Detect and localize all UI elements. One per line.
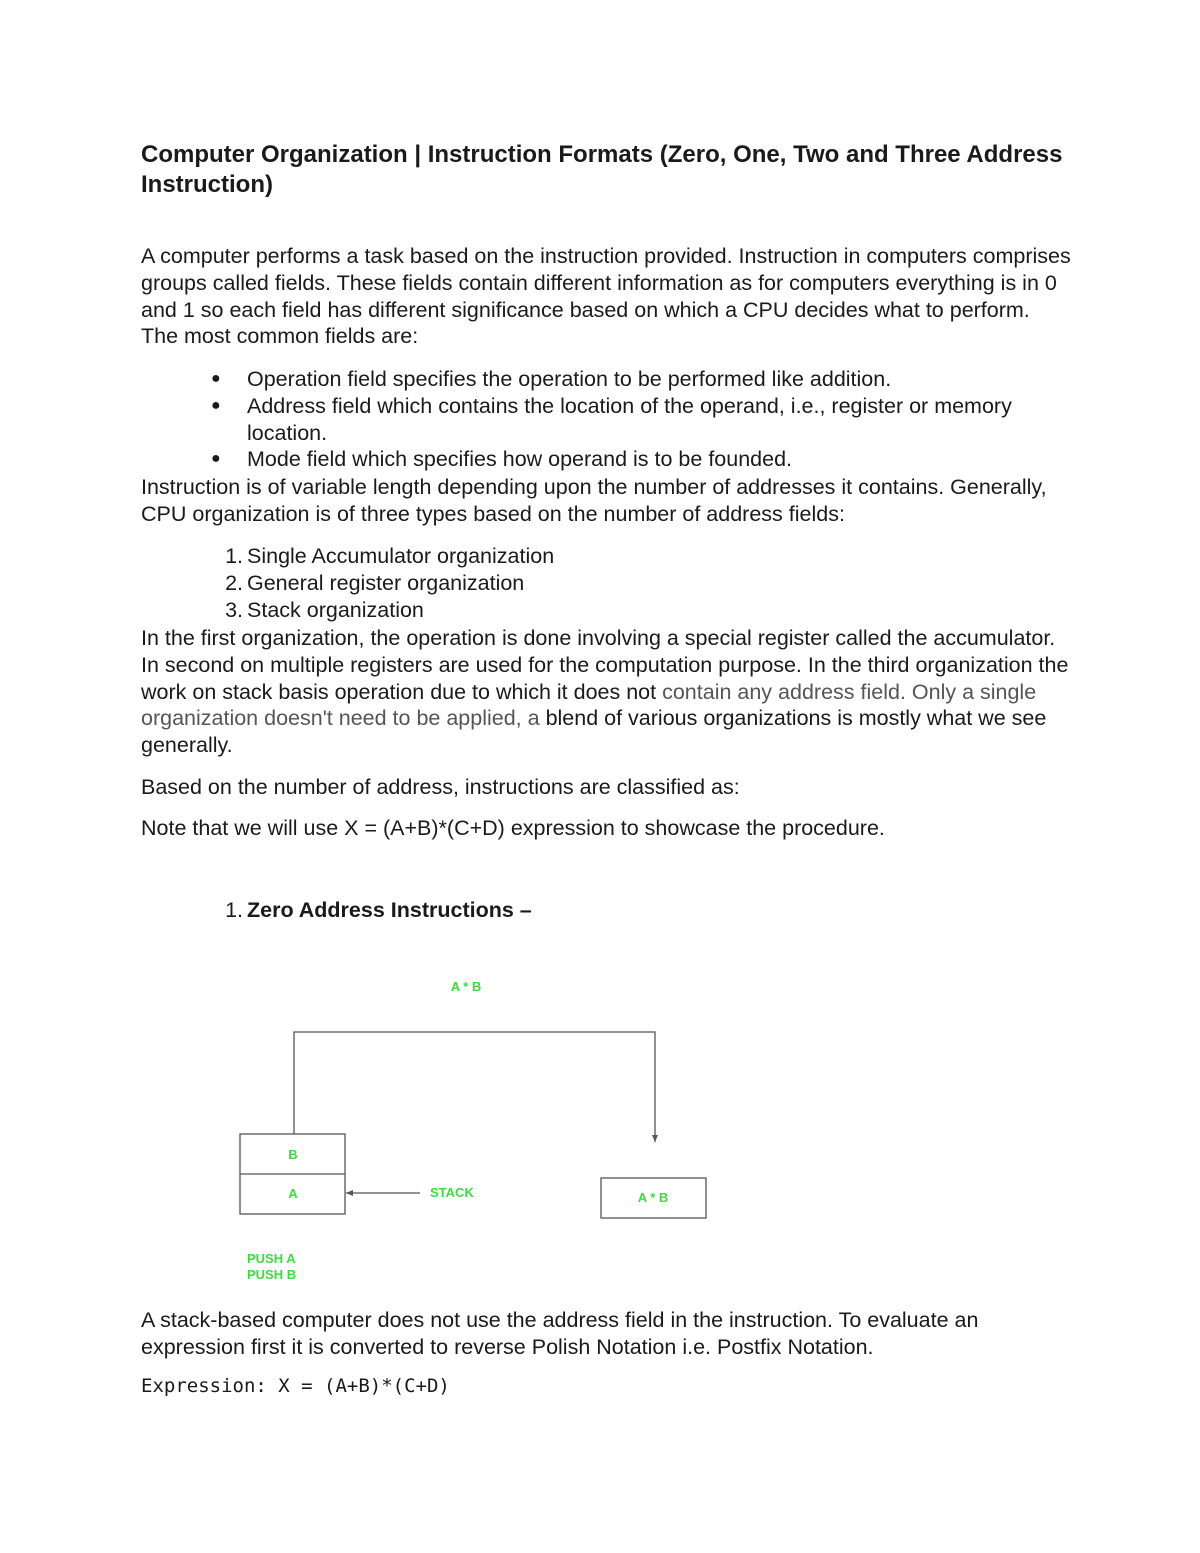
classified-paragraph: Based on the number of address, instructions are classified as: (141, 775, 740, 799)
bullet-icon: ● (211, 450, 221, 468)
list-item-text: Address field which contains the location of the operand, i.e., register or memory location. (247, 393, 1012, 445)
connector-line (294, 1032, 655, 1142)
list-item-text: Stack organization (247, 597, 424, 622)
stack-paragraph: A stack-based computer does not use the address field in the instruction. To evaluate an expression first it is converted to reverse Polish Notation i.e. Postfix Notation. (141, 1308, 979, 1359)
intro-paragraph: A computer performs a task based on the instruction provided. Instruction in computers comprises groups called fields. These fields contain different information as for computers everything is in 0 and 1 so each field has different significance based on which a CPU decides what to perform. The most common fields are: (141, 244, 1071, 349)
stack-bottom-label: A (288, 1186, 298, 1201)
note-paragraph: Note that we will use X = (A+B)*(C+D) expression to showcase the procedure. (141, 816, 885, 840)
description-end: blend of various organizations is mostly what we see generally. (141, 706, 1047, 758)
bullet-icon: ● (211, 370, 221, 387)
list-item-text: Single Accumulator organization (247, 544, 555, 568)
page-title: Computer Organization | Instruction Formats (Zero, One, Two and Three Address Instruction) (141, 141, 1063, 198)
expression-code: Expression: X = (A+B)*(C+D) (141, 1375, 450, 1397)
bullet-icon: ● (211, 396, 221, 414)
list-item-text: General register organization (247, 570, 525, 595)
list-item-text: Mode field which specifies how operand is to be founded. (247, 447, 793, 472)
list-item-text: Operation field specifies the operation to be performed like addition. (247, 367, 892, 391)
push-b-label: PUSH B (247, 1267, 297, 1282)
description-main: In the first organization, the operation is done involving a special register called the accumulator. In second on multiple registers are used for the computation purpose. In the third organization the work on stack basis operation due to which it does not (141, 626, 1069, 704)
result-label: A * B (637, 1190, 669, 1205)
length-paragraph: Instruction is of variable length depending upon the number of addresses it contains. Generally, CPU organization is of three types based on the number of address fields: (141, 475, 1047, 526)
list-marker: 3. (225, 597, 243, 622)
description-gray: contain any address field. Only a single organization doesn't need to be applied, a (141, 679, 1037, 731)
list-marker: 1. (225, 898, 243, 922)
stack-top-label: B (288, 1147, 298, 1162)
diagram-top-label: A * B (450, 979, 482, 994)
list-marker: 2. (225, 570, 243, 595)
push-a-label: PUSH A (247, 1251, 296, 1266)
stack-label: STACK (430, 1185, 474, 1200)
list-marker: 1. (225, 544, 243, 568)
section-heading-label: Zero Address Instructions – (247, 898, 532, 922)
